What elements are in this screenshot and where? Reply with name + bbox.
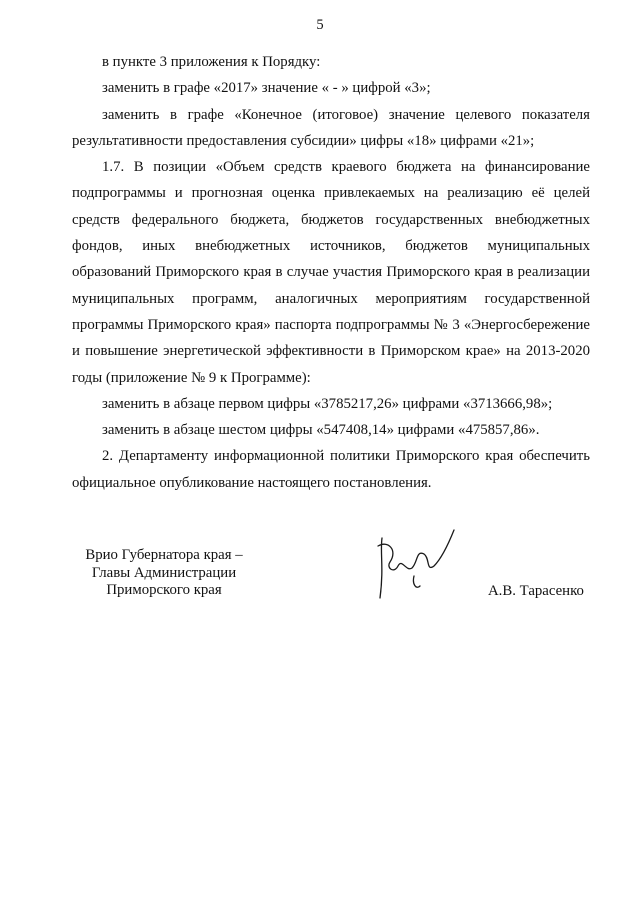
paragraph-replace-final-value: заменить в графе «Конечное (итоговое) значение целевого показателя результативности предоставления субсидии» цифры «18» цифрами «21»; xyxy=(72,106,590,149)
paragraph-item-3-intro: в пункте 3 приложения к Порядку: xyxy=(102,54,321,70)
paragraph-replace-2017: заменить в графе «2017» значение « - » цифрой «3»; xyxy=(102,80,431,97)
paragraph-replace-sixth-abzac: заменить в абзаце шестом цифры «547408,14» цифрами «475857,86». xyxy=(102,422,540,439)
signer-position xyxy=(64,547,264,600)
signer-name: А.В. Тарасенко xyxy=(488,583,584,599)
paragraph-1-7: 1.7. В позиции «Объем средств краевого бюджета на финансирование подпрограммы и прогнозная оценка привлекаемых на реализацию её целей средств федерального бюджета, бюджетов государственных внебюджетных фондов, иных внебюджетных источников, бюджетов муниципальных образований Приморского края в случае участия Приморского края в реализации муниципальных программ, аналогичных мероприятиям государственной программы Приморского края» паспорта подпрограммы № 3 «Энергосбережение и повышение энергетической эффективности в Приморском крае» на 2013-2020 годы (приложение № 9 к Программе): xyxy=(72,159,590,386)
signer-position-line: Врио Губернатора края – xyxy=(85,547,243,563)
page-number: 5 xyxy=(316,17,324,33)
paragraph-replace-first-abzac: заменить в абзаце первом цифры «3785217,26» цифрами «3713666,98»; xyxy=(102,395,553,412)
signer-position-line: Приморского края xyxy=(106,582,222,598)
paragraph-2-publication: 2. Департаменту информационной политики Приморского края обеспечить официальное опубликование настоящего постановления. xyxy=(72,448,590,491)
signer-position-line: Главы Администрации xyxy=(91,564,237,581)
handwritten-signature xyxy=(368,528,460,606)
document-body xyxy=(72,49,590,496)
